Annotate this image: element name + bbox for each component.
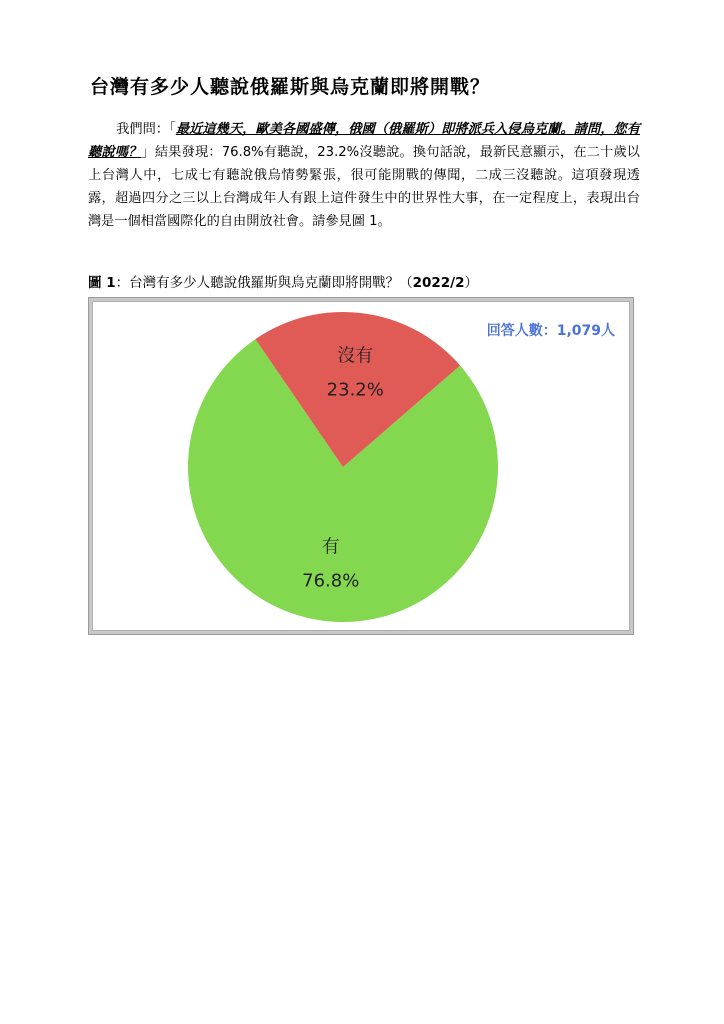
chart-frame [88,297,634,635]
pie-slice-name-2: 沒有 [337,345,374,367]
figure-caption [88,271,478,291]
figure-caption-text: ：台灣有多少人聽說俄羅斯與烏克蘭即將開戰？（ [115,275,413,291]
figure-label: 圖 1 [88,275,116,291]
intro-findings: 」結果發現：76.8%有聽說，23.2%沒聽說。換句話說，最新民意顯示，在二十歲以上台灣人中，七成七有聽說俄烏情勢緊張，很可能開戰的傳聞，二成三沒聽說。這項發現透露，超過四分之三以上台灣成年人有跟上這件發生中的世界性大事，在一定程度上，表現出台灣是一個相當國際化的自由開放社會。請參見圖 1。 [88,145,640,229]
figure-caption-end: ） [464,275,478,291]
intro-paragraph [88,118,640,233]
figure-date: 2022/2 [412,275,465,291]
page-title: 台灣有多少人聽說俄羅斯與烏克蘭即將開戰？ [90,76,491,98]
pie-slice-value-2: 23.2% [326,379,384,401]
pie-chart [93,302,631,632]
respondent-count: 回答人數：1,079人 [486,323,615,339]
pie-slice-value-1: 76.8% [302,570,360,592]
survey-question: 最近這幾天，歐美各國盛傳，俄國（俄羅斯）即將派兵入侵烏克蘭。請問，您有聽說嗎？ [88,122,641,160]
pie-slice-name-1: 有 [321,536,340,558]
intro-prefix: 我們問：「 [116,122,176,137]
chart-area [92,301,630,631]
